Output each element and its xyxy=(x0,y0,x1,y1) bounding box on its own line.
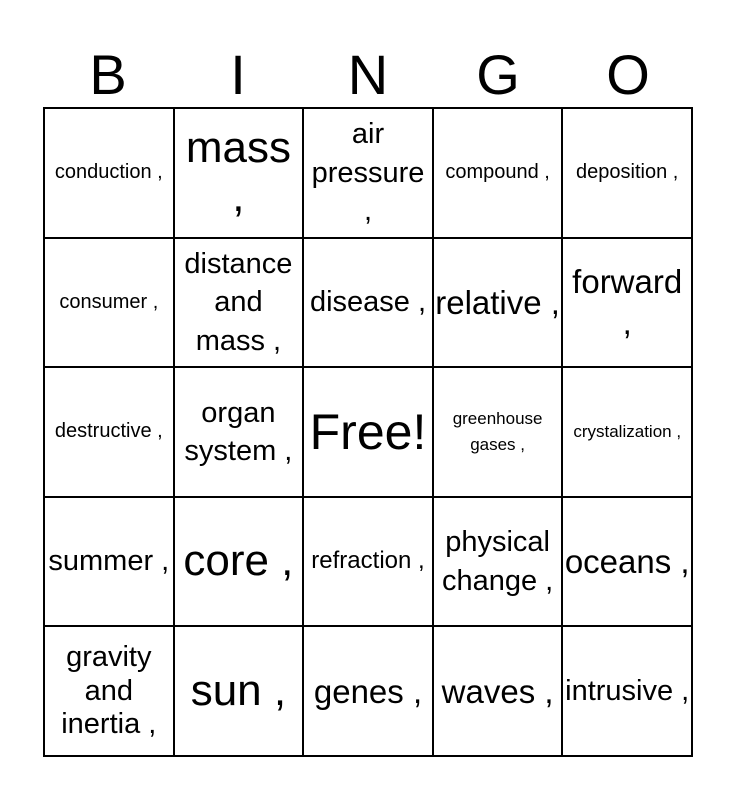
bingo-cell[interactable]: destructive , xyxy=(44,367,174,497)
bingo-cell[interactable]: waves , xyxy=(433,626,563,756)
bingo-cell[interactable]: forward , xyxy=(562,238,692,368)
bingo-cell[interactable]: greenhouse gases , xyxy=(433,367,563,497)
bingo-cell-free[interactable]: Free! xyxy=(303,367,433,497)
header-letter-g: G xyxy=(476,43,520,106)
header-letter-b: B xyxy=(89,43,127,106)
bingo-cell[interactable]: air pressure , xyxy=(303,108,433,238)
bingo-cell[interactable]: summer , xyxy=(44,497,174,627)
header-letter-o: O xyxy=(606,43,650,106)
bingo-cell[interactable]: core , xyxy=(174,497,304,627)
bingo-cell[interactable]: oceans , xyxy=(562,497,692,627)
bingo-cell[interactable]: disease , xyxy=(303,238,433,368)
header-letter-i: I xyxy=(230,43,246,106)
bingo-cell[interactable]: relative , xyxy=(433,238,563,368)
bingo-cell[interactable]: conduction , xyxy=(44,108,174,238)
bingo-cell[interactable]: intrusive , xyxy=(562,626,692,756)
bingo-cell[interactable]: organ system , xyxy=(174,367,304,497)
bingo-cell[interactable]: compound , xyxy=(433,108,563,238)
bingo-cell[interactable]: genes , xyxy=(303,626,433,756)
bingo-cell[interactable]: distance and mass , xyxy=(174,238,304,368)
header-letter-n: N xyxy=(347,43,389,106)
bingo-cell[interactable]: sun , xyxy=(174,626,304,756)
bingo-board xyxy=(43,107,693,757)
bingo-cell[interactable]: consumer , xyxy=(44,238,174,368)
bingo-cell[interactable]: refraction , xyxy=(303,497,433,627)
bingo-cell[interactable]: physical change , xyxy=(433,497,563,627)
bingo-cell[interactable]: crystalization , xyxy=(562,367,692,497)
bingo-header xyxy=(43,44,693,106)
bingo-cell[interactable]: gravity and inertia , xyxy=(44,626,174,756)
bingo-cell[interactable]: deposition , xyxy=(562,108,692,238)
bingo-cell[interactable]: mass , xyxy=(174,108,304,238)
